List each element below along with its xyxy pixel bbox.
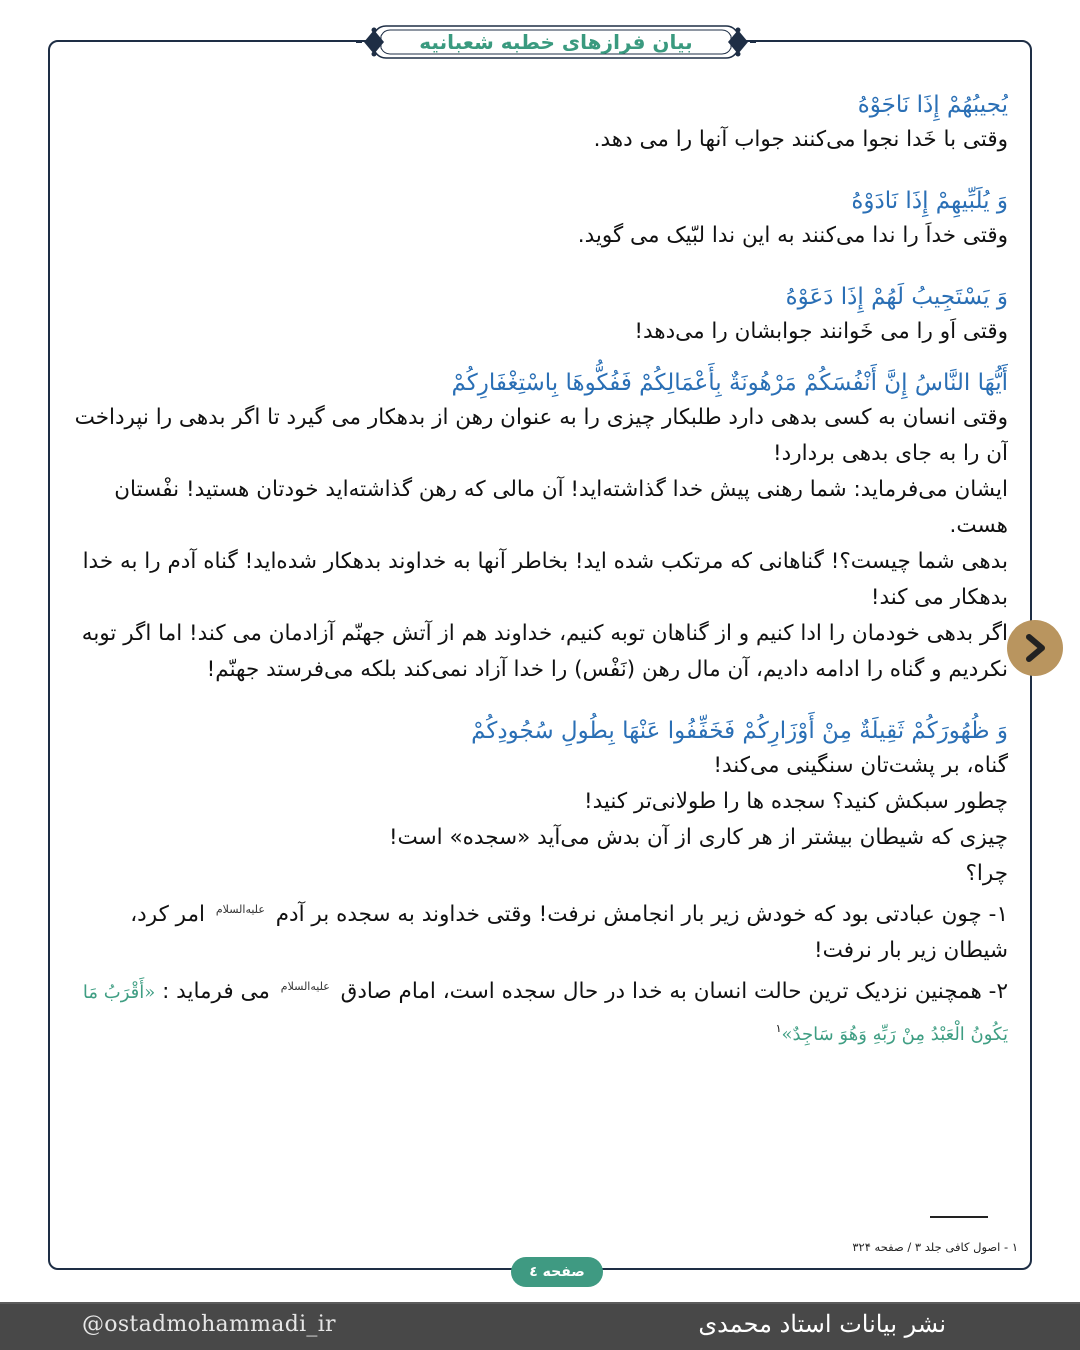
explanation-text: وقتی با خَدا نجوا می‌کنند جواب آنها را می دهد.	[593, 127, 1008, 152]
explanation-text: چیزی که شیطان بیشتر از هر کاری از آن بدش می‌آید «سجده» است!	[388, 825, 1008, 850]
point-one	[70, 892, 1008, 969]
arabic-phrase: وَ یَسْتَجِیبُ لَهُمْ إِذَا دَعَوْهُ	[785, 284, 1008, 310]
arabic-phrase: یُجیبُهُمْ إِذَا نَاجَوْهُ	[857, 92, 1008, 118]
title-banner	[356, 20, 756, 64]
point-two	[70, 969, 1008, 1053]
publisher-logo: نشر بیانات استاد محمدی	[698, 1310, 946, 1338]
article-body	[70, 88, 1008, 1228]
honorific-icon: علیه‌السلام	[215, 903, 265, 916]
chevron-right-icon	[1020, 633, 1050, 663]
arabic-phrase: وَ ظُهُورَكُمْ ثَقِيلَةٌ مِنْ أَوْزَارِكُمْ فَخَفِّفُوا عَنْهَا بِطُولِ سُجُودِكُمْ	[471, 718, 1008, 744]
hadith-quote: «أَقْرَبُ مَا یَکُونُ الْعَبْدُ مِنْ رَبِّهِ وَهُوَ سَاجِدٌ»	[82, 982, 1008, 1046]
point-two-text-end: می فرماید :	[162, 979, 270, 1005]
point-two-text: ۲- همچنین نزدیک ترین حالت انسان به خدا در حال سجده است، امام صادق	[340, 979, 1008, 1005]
explanation-text: وقتی انسان به کسی بدهی دارد طلبکار چیزی را به عنوان رهن از بدهکار می گیرد تا اگر بدهی را نپرداخت آن را به جای بدهی بردارد!	[74, 405, 1008, 466]
explanation-text: بدهی شما چیست؟! گناهانی که مرتکب شده اید! بخاطر آنها به خداوند بدهکار شده‌اید! گناه آدم را به خدا بدهکار می کند!	[82, 549, 1008, 610]
footnote-marker[interactable]: ۱	[775, 1022, 782, 1036]
footnote-divider	[930, 1216, 988, 1218]
honorific-icon: علیه‌السلام	[280, 980, 330, 994]
footnote: ۱ - اصول کافی جلد ۳ / صفحه ۳۲۴	[852, 1240, 1018, 1254]
next-page-button[interactable]	[1007, 620, 1063, 676]
explanation-text: چرا؟	[965, 861, 1008, 886]
explanation-text: اگر بدهی خودمان را ادا کنیم و از گناهان توبه کنیم، خداوند هم از آتش جهنّم آزادمان می کند! اما اگر توبه نکردیم و گناه را ادامه دادیم، آن مال رهن (نَفْس) را خدا آزاد نمی‌کند بلکه می‌فرستد جهنّم!	[81, 621, 1008, 682]
page-number-badge: صفحه ٤	[511, 1257, 603, 1287]
point-one-text: ۱- چون عبادتی بود که خودش زیر بار انجامش نرفت! وقتی خداوند به سجده بر آدم	[275, 902, 1008, 928]
explanation-text: وقتی اَو را می خَوانند جوابشان را می‌دهد!	[634, 319, 1008, 344]
social-handle[interactable]: @ostadmohammadi_ir	[82, 1312, 336, 1337]
arabic-phrase: وَ یُلَبِّیهِمْ إِذَا نَادَوْهُ	[851, 188, 1008, 214]
explanation-text: گناه، بر پشت‌تان سنگینی می‌کند!	[713, 753, 1008, 778]
explanation-text: ایشان می‌فرماید: شما رهنی پیش خدا گذاشته‌اید! آن مالی که رهن گذاشته‌اید خودتان هستید! نفْستان هست.	[114, 477, 1008, 538]
point-one-text-end: امر کرد، شیطان زیر بار نرفت!	[130, 902, 1008, 964]
explanation-text: چطور سبکش کنید؟ سجده ها را طولانی‌تر کنید!	[584, 789, 1008, 814]
arabic-phrase: أَيُّهَا النَّاسُ إِنَّ أَنْفُسَكُمْ مَرْهُونَةٌ بِأَعْمَالِكُمْ فَفُكُّوهَا بِاسْتِغْفَارِكُمْ	[451, 370, 1008, 396]
explanation-text: وقتی خداَ را ندا می‌کنند به این ندا لبّیک می گوید.	[577, 223, 1008, 248]
page-title: بیان فرازهای خطبه شعبانیه	[419, 30, 693, 54]
footer-bar	[0, 1302, 1080, 1350]
